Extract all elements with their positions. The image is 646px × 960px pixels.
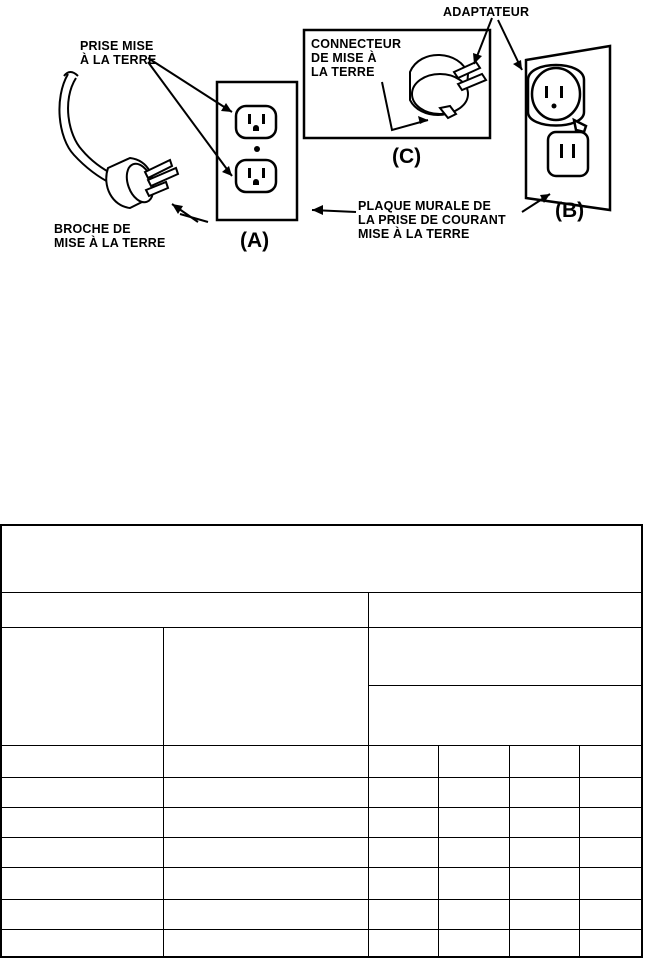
table-row [2,837,641,838]
label-adaptateur: ADAPTATEUR [443,5,530,19]
spec-table [0,524,643,958]
tag-c: (C) [392,145,422,168]
table-col-rule [163,627,164,956]
label-prise-mise: PRISE MISE À LA TERRE [80,39,157,67]
table-row [2,929,641,930]
tag-a: (A) [240,229,270,252]
tag-b: (B) [555,199,585,222]
table-row [2,867,641,868]
table-rule [368,685,641,686]
table-row [2,807,641,808]
table-rule [2,627,641,628]
table-col-rule [368,592,369,956]
grounding-figure [0,0,646,270]
table-rule [2,592,641,593]
label-broche: BROCHE DE MISE À LA TERRE [54,222,166,250]
table-col-rule [579,745,580,956]
adapter-b [528,65,586,132]
table-col-rule [509,745,510,956]
table-row [2,899,641,900]
label-plaque: PLAQUE MURALE DE LA PRISE DE COURANT MISE À LA TERRE [358,199,506,241]
table-col-rule [438,745,439,956]
label-connecteur: CONNECTEUR DE MISE À LA TERRE [311,37,402,79]
table-row [2,745,641,746]
plug [106,158,178,208]
table-row [2,777,641,778]
